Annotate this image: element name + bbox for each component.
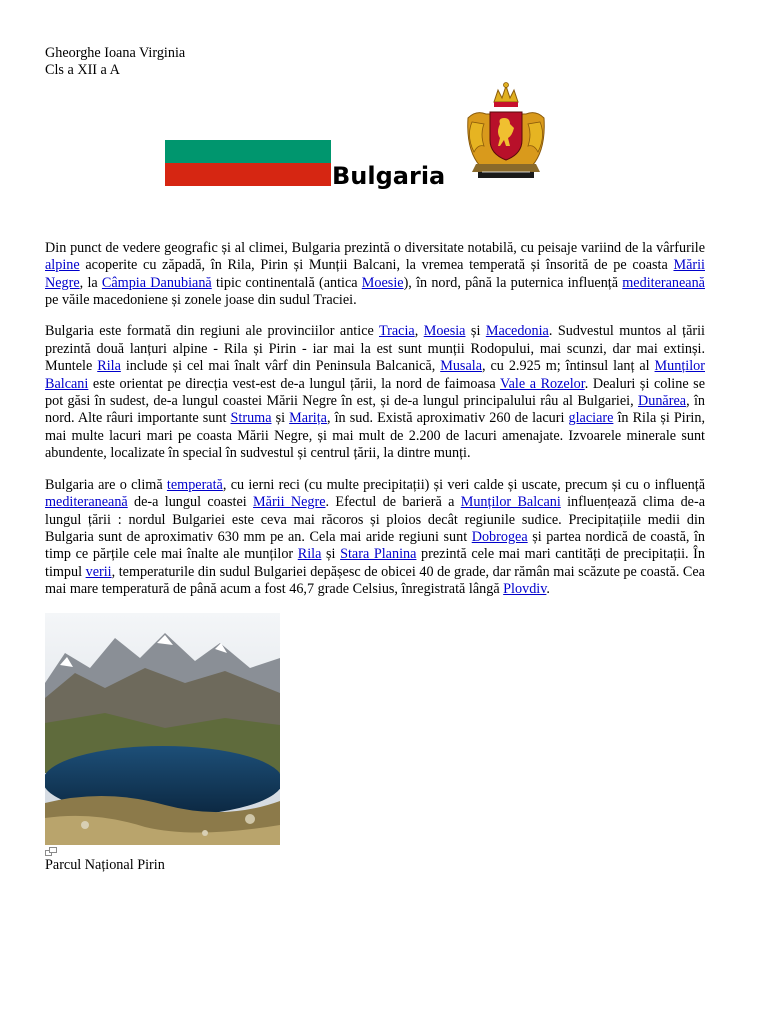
paragraph-regions: Bulgaria este formată din regiuni ale provinciilor antice Tracia, Moesia și Macedonia. Sudvestul muntos al țării prezintă două lanțuri alpine - Rila și Pirin - iar mai la est sunt munții Rodopului, mai scunzi, dar mai extinși. Muntele Rila include și cel mai înalt vârf din Peninsula Balcanică, Musala, cu 2.925 m; întinsul lanț al Munților Balcani este orientat pe direcția vest-est de-a lungul țării, la nord de faimoasa Vale a Rozelor. Dealuri și coline se pot găsi în sudest, de-a lungul coastei Mării Negre în est, și de-a lungul principalului râu al Bulgariei, Dunărea, în nord. Alte râuri importante sunt Struma și Marița, în sud. Există aproximativ 260 de lacuri glaciare în Rila și Pirin, mai multe lacuri mari pe coasta Mării Negre, și mai mult de 2.200 de lacuri amenajate. Izvoarele minerale sunt abundente, localizate în special în sudvestul și centrul țării, la dintre munți.	[45, 323, 706, 462]
hyperlink[interactable]: Dunărea	[638, 393, 687, 410]
hyperlink[interactable]: mediteraneană	[45, 494, 128, 511]
hyperlink[interactable]: Mării Negre	[45, 257, 705, 291]
author-class: Cls a XII a A	[45, 62, 120, 79]
hyperlink[interactable]: Tracia	[378, 323, 415, 340]
hyperlink[interactable]: Struma	[230, 410, 272, 427]
flag-stripe-green	[165, 140, 331, 163]
hyperlink[interactable]: temperată	[166, 476, 223, 493]
hyperlink[interactable]: mediteraneană	[622, 274, 705, 291]
hyperlink[interactable]: glaciare	[568, 410, 614, 427]
hyperlink[interactable]: Macedonia	[485, 323, 549, 340]
hyperlink[interactable]: Musala	[440, 358, 482, 375]
pirin-lake-image	[45, 613, 280, 845]
hyperlink[interactable]: alpine	[45, 257, 80, 274]
hyperlink[interactable]: Munților Balcani	[45, 358, 705, 392]
photo-caption: Parcul Național Pirin	[45, 856, 165, 873]
mountain-lake-photo	[45, 613, 280, 845]
hyperlink[interactable]: Rila	[97, 358, 121, 375]
hyperlink[interactable]: verii	[85, 563, 112, 580]
hyperlink[interactable]: Dobrogea	[471, 528, 528, 545]
hyperlink[interactable]: Moesie	[361, 274, 404, 291]
bulgaria-coat-of-arms-icon	[462, 80, 550, 180]
flag-stripe-red	[165, 163, 331, 186]
hyperlink[interactable]: Munților Balcani	[460, 494, 561, 511]
flag-stripe-white	[165, 117, 331, 140]
hyperlink[interactable]: Câmpia Danubiană	[101, 274, 212, 291]
hyperlink[interactable]: Rila	[297, 546, 322, 563]
hyperlink[interactable]: Moesia	[423, 323, 466, 340]
paragraph-climate: Bulgaria are o climă temperată, cu ierni reci (cu multe precipitații) și veri calde și uscate, precum și cu o influență mediteraneană de-a lungul coastei Mării Negre. Efectul de barieră a Munților Balcani influențează clima de-a lungul țării : nordul Bulgariei este ceva mai răcoros și ploios decât regiunile sudice. Precipitațiile medii din Bulgaria sunt de aproximativ 630 mm pe an. Cela mai aride regiuni sunt Dobrogea și partea nordică de coastă, în timp ce părțile cele mai înalte ale munților Rila și Stara Planina prezintă cele mai mari cantități de precipitații. În timpul verii, temperaturile din sudul Bulgariei depășesc de obicei 40 de grade, dar rămân mai scăzute pe coastă. Cea mai mare temperatură de până acum a fost 46,7 grade Celsius, înregistrată lângă Plovdiv.	[45, 476, 706, 598]
image-placeholder-icon	[45, 847, 57, 857]
hyperlink[interactable]: Stara Planina	[340, 546, 417, 563]
title-banner	[45, 80, 705, 240]
hyperlink[interactable]: Vale a Rozelor	[499, 375, 585, 392]
hyperlink[interactable]: Marița	[289, 410, 327, 427]
bulgaria-flag-icon	[165, 117, 331, 186]
page-title: Bulgaria	[332, 161, 446, 190]
hyperlink[interactable]: Plovdiv	[503, 581, 547, 598]
author-name: Gheorghe Ioana Virginia	[45, 45, 186, 61]
paragraph-geography: Din punct de vedere geografic și al climei, Bulgaria prezintă o diversitate notabilă, cu peisaje variind de la vârfurile alpine acoperite cu zăpadă, în Rila, Pirin și Munții Balcani, la vremea temperată și însorită de pe coasta Mării Negre, la Câmpia Danubiană tipic continentală (antica Moesie), în nord, până la puternica influență mediteraneană pe văile macedoniene și zonele joase din sudul Traciei.	[45, 239, 705, 309]
document-page	[45, 45, 705, 874]
hyperlink[interactable]: Mării Negre	[253, 494, 326, 511]
